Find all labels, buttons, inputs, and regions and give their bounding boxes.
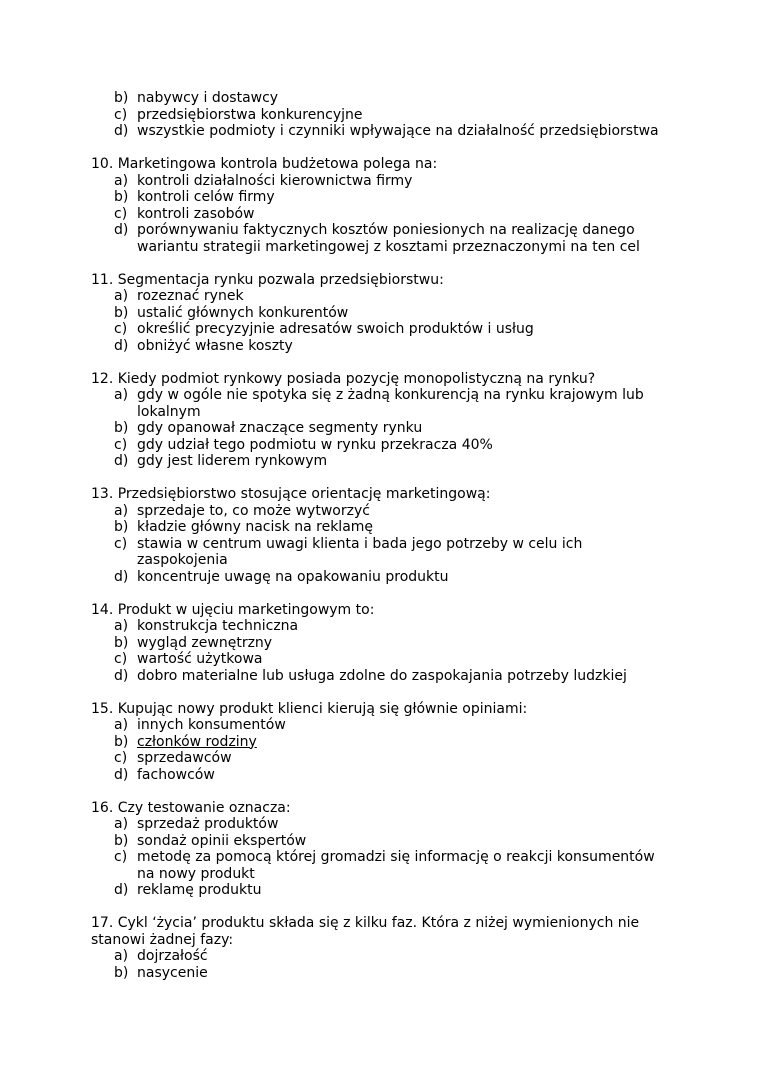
answer-option xyxy=(0,503,672,520)
question-text: 12. Kiedy podmiot rynkowy posiada pozycję monopolistyczną na rynku? xyxy=(91,370,596,387)
answer-option xyxy=(0,965,672,982)
option-text: sondaż opinii ekspertów xyxy=(137,832,307,849)
answer-option xyxy=(0,189,672,206)
option-letter: d) xyxy=(114,667,129,684)
answer-option xyxy=(0,618,672,635)
option-text: gdy udział tego podmiotu w rynku przekracza 40% xyxy=(137,436,493,453)
answer-option xyxy=(0,437,672,454)
answer-option xyxy=(0,206,672,223)
answer-option xyxy=(0,833,672,850)
option-letter: b) xyxy=(114,519,129,535)
option-text: stawia w centrum uwagi klienta i bada jego potrzeby w celu ich zaspokojenia xyxy=(137,535,583,568)
option-text: gdy w ogóle nie spotyka się z żadną konkurencją na rynku krajowym lub lokalnym xyxy=(137,387,644,420)
answer-option xyxy=(0,717,672,734)
option-text: metodę za pomocą której gromadzi się informację o reakcji konsumentów na nowy produkt xyxy=(137,849,655,882)
option-letter: c) xyxy=(114,106,128,123)
option-text: wygląd zewnętrzny xyxy=(137,634,273,651)
option-text: sprzedaż produktów xyxy=(137,816,279,832)
answer-option xyxy=(0,569,672,586)
option-letter: d) xyxy=(114,882,129,898)
option-text: kontroli celów firmy xyxy=(137,189,275,205)
question-12 xyxy=(0,371,760,470)
answer-option xyxy=(0,519,672,536)
option-letter: d) xyxy=(114,453,129,469)
answer-option xyxy=(0,305,672,322)
question-10 xyxy=(0,156,760,255)
option-text-underlined: członków rodziny xyxy=(137,733,257,750)
option-text: innych konsumentów xyxy=(137,717,286,733)
option-letter: d) xyxy=(114,222,129,238)
option-text: konstrukcja techniczna xyxy=(137,618,299,634)
option-text: sprzedawców xyxy=(137,750,232,766)
option-letter: b) xyxy=(114,420,129,436)
option-letter: c) xyxy=(114,535,128,552)
option-letter: d) xyxy=(114,123,129,139)
question-14 xyxy=(0,602,760,685)
question-text: 15. Kupując nowy produkt klienci kierują się głównie opiniami: xyxy=(91,700,528,717)
option-text: ustalić głównych konkurentów xyxy=(137,304,349,321)
option-text: wartość użytkowa xyxy=(137,651,263,667)
question-text: 16. Czy testowanie oznacza: xyxy=(91,799,291,816)
answer-option xyxy=(0,90,672,107)
answer-option xyxy=(0,222,672,255)
answer-option xyxy=(0,420,672,437)
option-text: porównywaniu faktycznych kosztów poniesionych na realizację danego wariantu strategii marketingowej z kosztami przeznaczonymi na ten cel xyxy=(137,222,640,255)
answer-option xyxy=(0,173,672,190)
option-letter: c) xyxy=(114,436,128,453)
answer-option xyxy=(0,816,672,833)
option-text: fachowców xyxy=(137,766,215,783)
answer-option xyxy=(0,387,672,420)
option-letter: d) xyxy=(114,337,129,354)
option-letter: a) xyxy=(114,618,129,634)
answer-option xyxy=(0,849,672,882)
option-letter: c) xyxy=(114,849,128,865)
option-text: koncentruje uwagę na opakowaniu produktu xyxy=(137,568,449,585)
answer-option xyxy=(0,107,672,124)
option-letter: c) xyxy=(114,205,128,222)
question-text: 17. Cykl ‘życia’ produktu składa się z kilku faz. Która z niżej wymienionych nie stanowi żadnej fazy: xyxy=(91,915,640,948)
option-text: nabywcy i dostawcy xyxy=(137,90,279,106)
option-text: sprzedaje to, co może wytworzyć xyxy=(137,502,370,519)
option-text: przedsiębiorstwa konkurencyjne xyxy=(137,106,363,123)
question-17 xyxy=(0,915,760,981)
option-letter: c) xyxy=(114,750,128,766)
answer-option xyxy=(0,536,672,569)
option-text: kontroli zasobów xyxy=(137,205,255,222)
answer-option xyxy=(0,651,672,668)
option-letter: b) xyxy=(114,832,129,849)
answer-option xyxy=(0,734,672,751)
answer-option xyxy=(0,321,672,338)
answer-option xyxy=(0,453,672,470)
option-text: dojrzałość xyxy=(137,948,208,964)
option-text: kładzie główny nacisk na reklamę xyxy=(137,519,374,535)
question-text: 11. Segmentacja rynku pozwala przedsiębiorstwu: xyxy=(91,271,444,288)
option-text: gdy jest liderem rynkowym xyxy=(137,453,328,469)
document-page xyxy=(0,90,760,981)
answer-option xyxy=(0,288,672,305)
option-text: kontroli działalności kierownictwa firmy xyxy=(137,172,413,189)
option-letter: c) xyxy=(114,321,128,337)
option-letter: a) xyxy=(114,387,129,403)
option-letter: b) xyxy=(114,189,129,205)
option-text: gdy opanował znaczące segmenty rynku xyxy=(137,420,423,436)
question-continuation xyxy=(0,90,760,140)
option-letter: a) xyxy=(114,717,129,733)
option-letter: b) xyxy=(114,733,129,750)
question-16 xyxy=(0,800,760,899)
answer-option xyxy=(0,767,672,784)
option-letter: a) xyxy=(114,172,129,189)
option-text: wszystkie podmioty i czynniki wpływające na działalność przedsiębiorstwa xyxy=(137,123,659,139)
question-text: 14. Produkt w ujęciu marketingowym to: xyxy=(91,601,375,618)
option-text: nasycenie xyxy=(137,964,208,981)
answer-option xyxy=(0,635,672,652)
question-text: 10. Marketingowa kontrola budżetowa polega na: xyxy=(91,156,438,172)
option-letter: d) xyxy=(114,766,129,783)
option-letter: b) xyxy=(114,634,129,651)
option-text: obniżyć własne koszty xyxy=(137,337,293,354)
option-letter: b) xyxy=(114,90,129,106)
option-letter: a) xyxy=(114,288,129,304)
answer-option xyxy=(0,338,672,355)
option-letter: a) xyxy=(114,502,129,519)
option-letter: a) xyxy=(114,816,129,832)
answer-option xyxy=(0,948,672,965)
option-letter: b) xyxy=(114,964,129,981)
option-text: reklamę produktu xyxy=(137,882,262,898)
answer-option xyxy=(0,123,760,140)
question-13 xyxy=(0,486,760,585)
answer-option xyxy=(0,750,672,767)
option-text: określić precyzyjnie adresatów swoich produktów i usług xyxy=(137,321,534,337)
option-letter: a) xyxy=(114,948,129,964)
option-text: dobro materialne lub usługa zdolne do zaspokajania potrzeby ludzkiej xyxy=(137,667,627,684)
option-letter: c) xyxy=(114,651,128,667)
question-15 xyxy=(0,701,760,784)
option-letter: d) xyxy=(114,568,129,585)
question-11 xyxy=(0,272,760,355)
answer-option xyxy=(0,668,760,685)
option-text: rozeznać rynek xyxy=(137,288,244,304)
option-letter: b) xyxy=(114,304,129,321)
question-text: 13. Przedsiębiorstwo stosujące orientację marketingową: xyxy=(91,486,491,502)
answer-option xyxy=(0,882,672,899)
